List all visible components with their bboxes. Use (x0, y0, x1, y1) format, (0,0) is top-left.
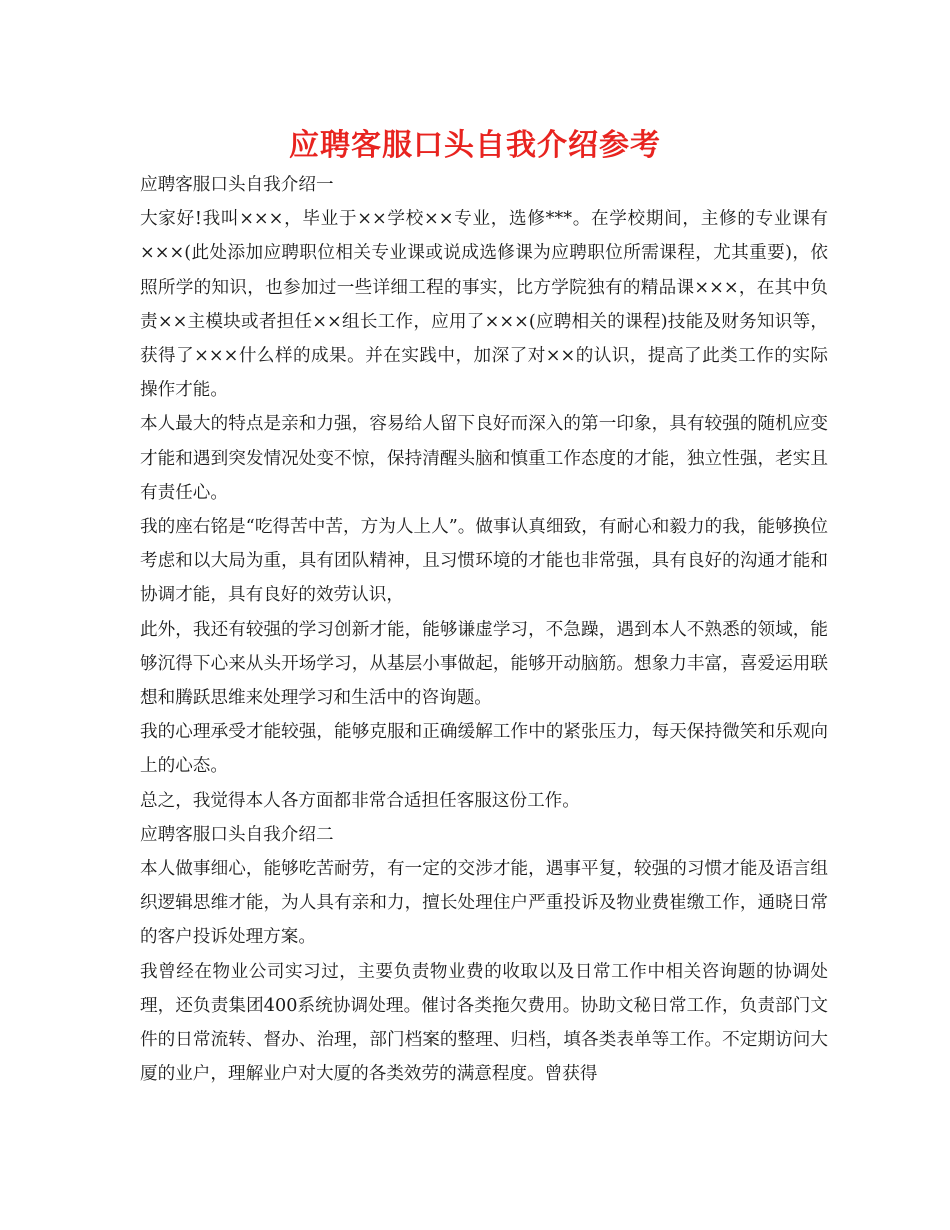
section-heading-2: 应聘客服口头自我介绍二 (140, 824, 334, 845)
section-heading-1: 应聘客服口头自我介绍一 (140, 175, 334, 195)
paragraph: 此外，我还有较强的学习创新才能，能够谦虚学习，不急躁，遇到本人不熟悉的领域，能够沉得下心来从头开场学习，从基层小事做起，能够开动脑筋。想象力丰富，喜爱运用联想和腾跃思维来处理学习和生活中的咨询题。 (140, 619, 828, 709)
paragraph: 本人做事细心，能够吃苦耐劳，有一定的交涉才能，遇事平复，较强的习惯才能及语言组织逻辑思维才能，为人具有亲和力，擅长处理住户严重投诉及物业费崔缴工作，通晓日常的客户投诉处理方案。 (140, 859, 828, 948)
paragraph: 本人最大的特点是亲和力强，容易给人留下良好而深入的第一印象，具有较强的随机应变才能和遇到突发情况处变不惊，保持清醒头脑和慎重工作态度的才能，独立性强，老实且有责任心。 (140, 414, 828, 503)
paragraph: 大家好!我叫×××，毕业于××学校××专业，选修***。在学校期间，主修的专业课有×××(此处添加应聘职位相关专业课或说成选修课为应聘职位所需课程，尤其重要)，依照所学的知识，也参加过一些详细工程的事实，比方学院独有的精品课×××，在其中负责××主模块或者担任××组长工作，应用了×××(应聘相关的课程)技能及财务知识等，获得了×××什么样的成果。并在实践中，加深了对××的认识，提高了此类工作的实际操作才能。 (140, 209, 828, 401)
paragraph: 我的座右铭是“吃得苦中苦，方为人上人”。做事认真细致，有耐心和毅力的我，能够换位考虑和以大局为重，具有团队精神，且习惯环境的才能也非常强，具有良好的沟通才能和协调才能，具有良好的效劳认识， (140, 517, 828, 606)
paragraph: 总之，我觉得本人各方面都非常合适担任客服这份工作。 (140, 790, 580, 811)
document-title: 应聘客服口头自我介绍参考 (289, 128, 661, 163)
paragraph: 我曾经在物业公司实习过，主要负责物业费的收取以及日常工作中相关咨询题的协调处理，还负责集团400系统协调处理。催讨各类拖欠费用。协助文秘日常工作，负责部门文件的日常流转、督办、治理，部门档案的整理、归档，填各类表单等工作。不定期访问大厦的业户，理解业户对大厦的各类效劳的满意程度。曾获得 (140, 961, 828, 1085)
paragraph: 我的心理承受才能较强，能够克服和正确缓解工作中的紧张压力，每天保持微笑和乐观向上的心态。 (140, 722, 828, 777)
document-body (140, 168, 828, 1091)
